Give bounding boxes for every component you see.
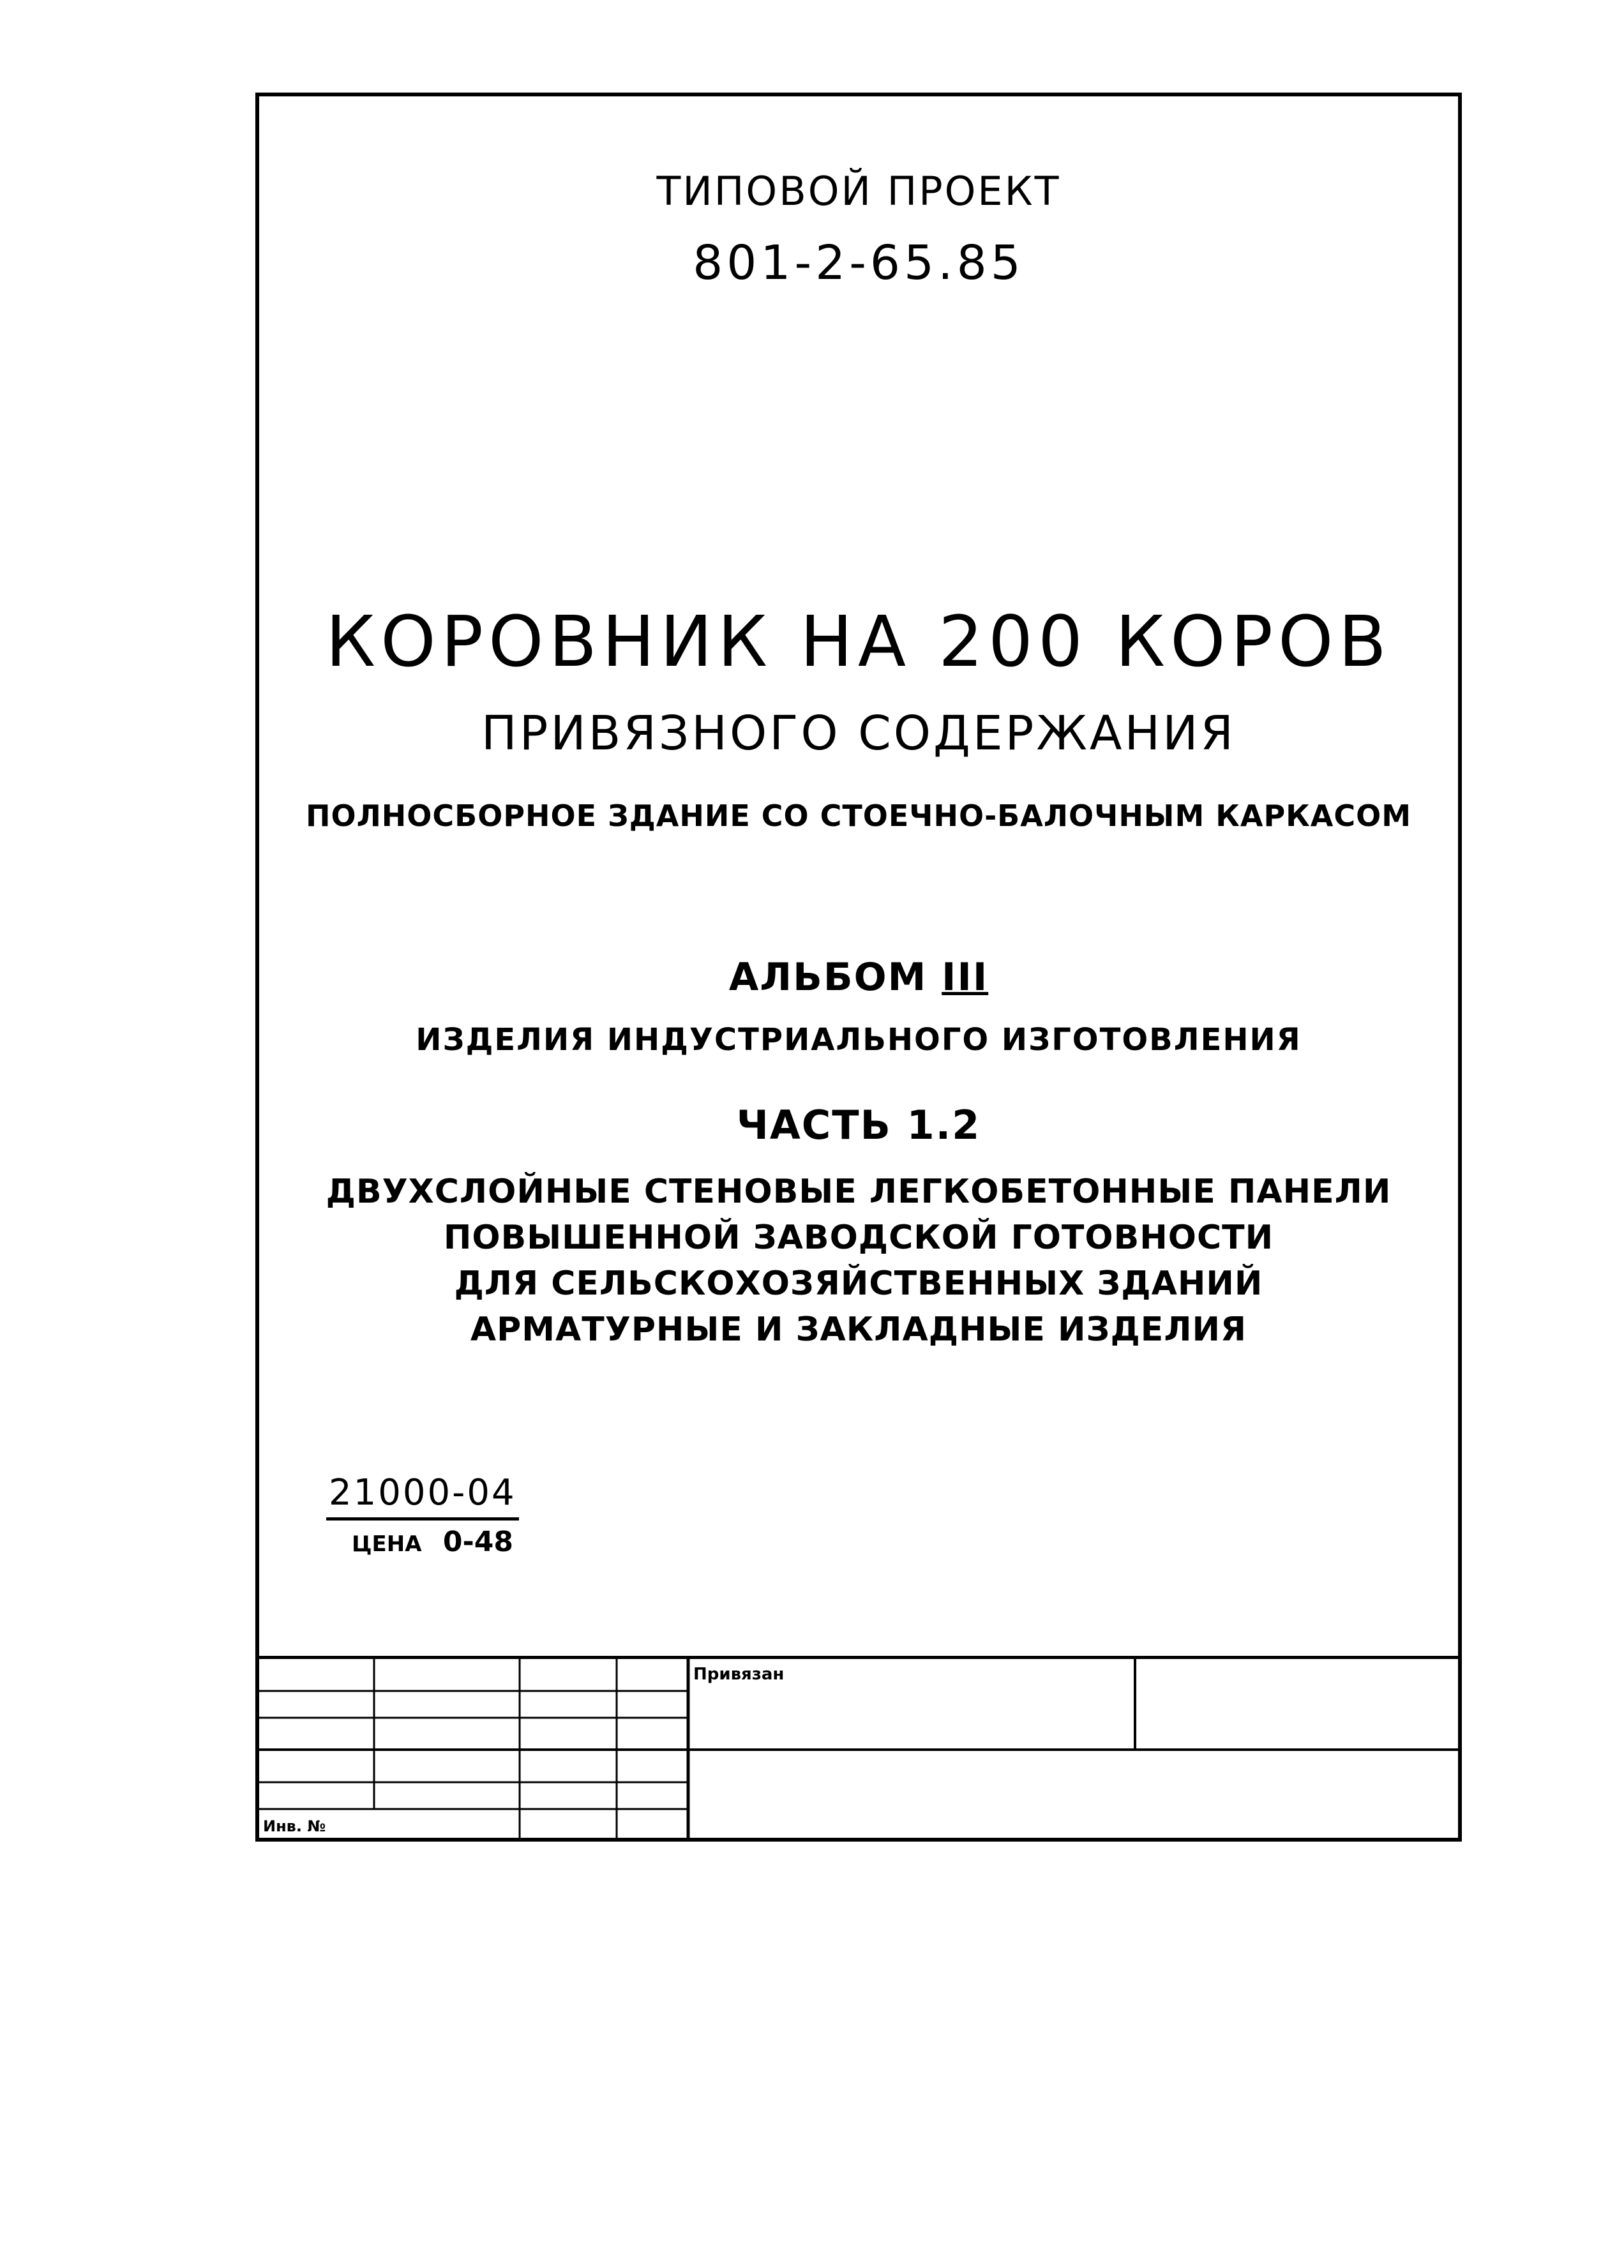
catalog-code-block xyxy=(326,1472,519,1558)
title-block-stamp xyxy=(259,1656,1458,1838)
price-value: 0-48 xyxy=(442,1526,513,1558)
series-label: ТИПОВОЙ ПРОЕКТ xyxy=(656,168,1061,214)
part-description-line: ДЛЯ СЕЛЬСКОХОЗЯЙСТВЕННЫХ ЗДАНИЙ xyxy=(454,1265,1263,1303)
price xyxy=(326,1526,519,1558)
part-description-line: ПОВЫШЕННОЙ ЗАВОДСКОЙ ГОТОВНОСТИ xyxy=(443,1219,1274,1257)
document-subtitle: ПРИВЯЗНОГО СОДЕРЖАНИЯ xyxy=(481,706,1236,761)
part-description-line: АРМАТУРНЫЕ И ЗАКЛАДНЫЕ ИЗДЕЛИЯ xyxy=(470,1310,1247,1349)
album-description: ИЗДЕЛИЯ ИНДУСТРИАЛЬНОГО ИЗГОТОВЛЕНИЯ xyxy=(416,1022,1302,1058)
price-label: ЦЕНА xyxy=(352,1531,422,1557)
album-number: III xyxy=(942,955,989,1000)
catalog-number: 21000-04 xyxy=(326,1472,519,1521)
drawing-sheet-frame xyxy=(255,93,1462,1842)
album-heading xyxy=(259,955,1458,1000)
attached-label: Привязан xyxy=(693,1665,785,1684)
project-number: 801-2-65.85 xyxy=(693,236,1025,290)
document-title: КОРОВНИК НА 200 КОРОВ xyxy=(325,601,1392,682)
part-heading: ЧАСТЬ 1.2 xyxy=(736,1102,981,1148)
stamp-grid xyxy=(259,1656,1458,1838)
inventory-number-label: Инв. № xyxy=(263,1817,326,1835)
part-description xyxy=(259,1169,1458,1353)
part-description-line: ДВУХСЛОЙНЫЕ СТЕНОВЫЕ ЛЕГКОБЕТОННЫЕ ПАНЕЛИ xyxy=(326,1173,1392,1211)
album-label: АЛЬБОМ xyxy=(728,955,928,1000)
building-description: ПОЛНОСБОРНОЕ ЗДАНИЕ СО СТОЕЧНО-БАЛОЧНЫМ КАРКАСОМ xyxy=(305,799,1412,833)
